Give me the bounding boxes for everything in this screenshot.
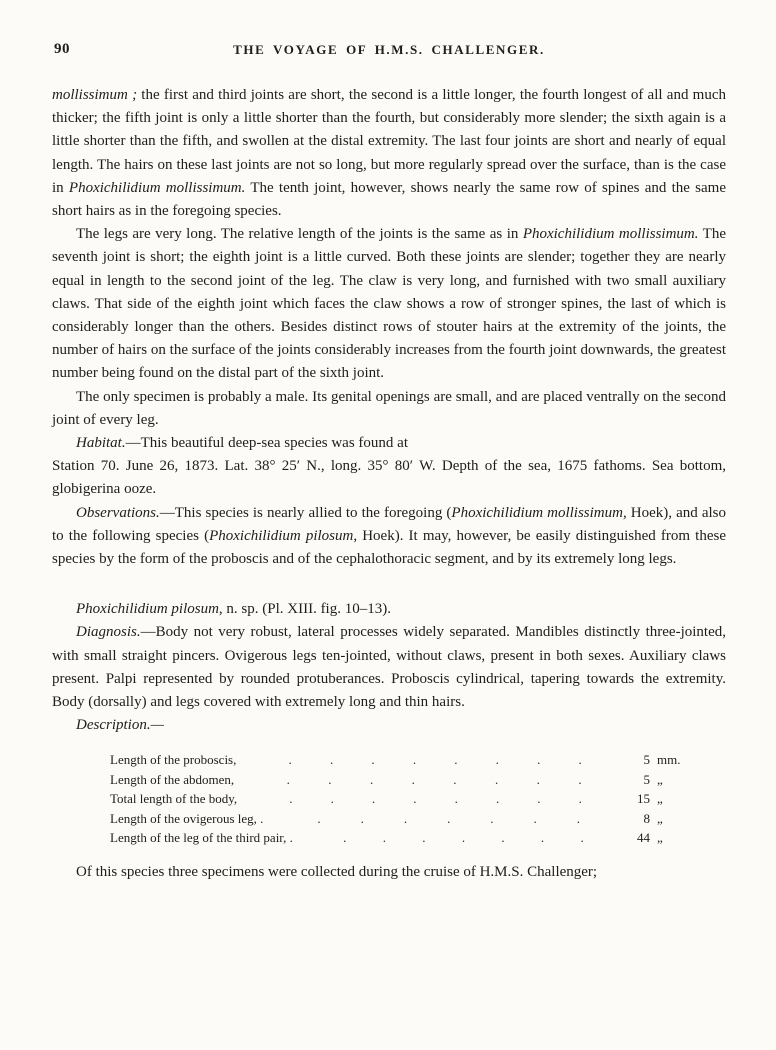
leader-dot: . [403, 810, 408, 826]
text-run: The only specimen is probably a male. Its genital openings are small, and are placed ventrally on the second joint of every leg. [52, 388, 726, 428]
text-run: The legs are very long. The relative length of the joints is the same as in [76, 226, 523, 243]
measurement-unit: „ [657, 830, 663, 846]
italic-text-run: Observations. [76, 504, 160, 521]
paragraph-observations [52, 502, 726, 572]
measurement-label: Length of the leg of the third pair, . [110, 830, 293, 846]
leader-dot: . [537, 791, 541, 807]
leader-dot: . [501, 830, 505, 846]
measurement-unit: „ [657, 791, 663, 807]
paragraph-station [52, 455, 726, 501]
text-run: The seventh joint is short; the eighth joint is a little curved. Both these joints are slender; together they are nearly equal in length to the second joint of the leg. The claw is very long, and furnished with two small auxiliary claws. That side of the eighth joint which faces the claw shows a row of stronger spines, the last of which is considerably longer than the others. Besides distinct rows of stouter hairs at the extremity of the joints, the number of hairs on the surface of the joints considerably increases from the fourth joint downwards, the greatest number being found on the distal part of the sixth joint. [52, 226, 726, 382]
leader-dot: . [578, 771, 582, 787]
page-header [52, 40, 726, 60]
text-run: Hoek), and also to the following species ( [52, 504, 726, 544]
leader-dot: . [328, 771, 332, 787]
leader-dot: . [288, 752, 292, 768]
leader-dot: . [422, 830, 426, 846]
leader-dot: . [495, 791, 500, 807]
italic-text-run: Phoxichilidium mollissimum. [522, 226, 699, 243]
leader-dot: . [578, 791, 582, 807]
dot-leaders [248, 770, 620, 790]
leader-dot: . [317, 810, 321, 826]
measurement-value: 15 [637, 791, 650, 807]
leader-dot: . [413, 791, 417, 807]
italic-text-run: Phoxichilidium mollissimum, [451, 504, 627, 521]
dot-leaders [250, 750, 620, 770]
leader-dot: . [576, 810, 580, 826]
text-run: —Body not very robust, lateral processes widely separated. Mandibles distinctly three-jointed, with small straight pincers. Ovigerous legs ten-jointed, without claws, present in both sexes. Auxiliary claws present. Palpi represented by rounded protuberances. Proboscis cylindrical, tapering towards the extremity. Body (dorsally) and legs covered with extremely long and thin hairs. [52, 624, 726, 711]
leader-dot: . [578, 752, 582, 768]
paragraph-legs [52, 223, 726, 385]
leader-dot: . [454, 791, 458, 807]
text-run: Hoek). It may, however, be easily distinguished from these species by the form of the proboscis and of the cephalothoracic segment, and by its extremely long legs. [52, 527, 726, 568]
leader-dot: . [490, 810, 494, 826]
paragraph-continuation [52, 84, 726, 223]
leader-dot: . [533, 810, 537, 826]
italic-text-run: mollissimum ; [52, 87, 138, 103]
dot-leaders [277, 809, 620, 829]
text-run: The tenth joint, however, shows nearly the same row of spines and the same short hairs as in the foregoing species. [52, 179, 727, 220]
measurement-row [110, 750, 688, 770]
measurements-table [110, 750, 688, 848]
text-run: —This beautiful deep-sea species was found at [125, 435, 409, 452]
measurement-unit: mm. [657, 752, 681, 768]
italic-text-run: Habitat. [76, 435, 126, 452]
paragraph-diagnosis [52, 621, 726, 714]
text-run: n. sp. (Pl. XIII. fig. 10–13). [222, 601, 391, 618]
dot-leaders [307, 828, 620, 848]
leader-dot: . [540, 830, 545, 846]
paragraph-description-label [52, 714, 726, 737]
measurement-value: 5 [643, 752, 650, 768]
text-run: —This species is nearly allied to the foregoing ( [159, 504, 452, 521]
leader-dot: . [289, 791, 293, 807]
paragraph-specimen [52, 386, 726, 432]
measurement-row [110, 789, 688, 809]
leader-dot: . [371, 791, 376, 807]
measurement-row [110, 809, 688, 829]
text-run: the first and third joints are short, the second is a little longer, the fourth longest of all and much thicker; the fifth joint is only a little shorter than the fourth, but considerably more slender; the sixth again is a little shorter than the fifth, and swollen at the distal extremity. The last four joints are short and nearly of equal length. The hairs on these last joints are not so long, but more regularly spread over the surface, than is the case in [52, 87, 727, 196]
measurement-value: 44 [637, 830, 650, 846]
paragraph-habitat [52, 432, 726, 455]
leader-dot: . [454, 752, 458, 768]
leader-dot: . [329, 752, 334, 768]
leader-dot: . [286, 771, 290, 787]
leader-dot: . [412, 752, 417, 768]
leader-dot: . [343, 830, 347, 846]
leader-dot: . [360, 810, 364, 826]
leader-dot: . [447, 810, 451, 826]
species-heading [52, 598, 726, 621]
measurement-unit: „ [657, 810, 663, 826]
leader-dot: . [537, 752, 541, 768]
measurement-value: 5 [643, 771, 650, 787]
measurement-label: Length of the abdomen, [110, 771, 235, 787]
text-run: Station 70. June 26, 1873. Lat. 38° 25′ N., long. 35° 80′ W. Depth of the sea, 1675 fathoms. Sea bottom, globigerina ooze. [52, 458, 726, 498]
italic-text-run: Description.— [76, 717, 164, 734]
leader-dot: . [453, 771, 457, 787]
italic-text-run: Phoxichilidium pilosum, [76, 601, 223, 618]
running-title: THE VOYAGE OF H.M.S. CHALLENGER. [233, 42, 545, 57]
measurement-row [110, 828, 688, 848]
leader-dot: . [411, 771, 415, 787]
measurement-row [110, 770, 688, 790]
dot-leaders [251, 789, 620, 809]
leader-dot: . [494, 771, 499, 787]
text-run: Of this species three specimens were collected during the cruise of H.M.S. Challenger; [76, 863, 598, 880]
measurement-unit: „ [657, 771, 663, 787]
paragraph-closing [52, 861, 726, 884]
measurement-label: Length of the ovigerous leg, . [110, 810, 264, 826]
page-number: 90 [54, 41, 70, 57]
measurement-label: Total length of the body, [110, 791, 238, 807]
page-body [52, 84, 726, 884]
leader-dot: . [371, 752, 375, 768]
leader-dot: . [461, 830, 466, 846]
leader-dot: . [495, 752, 499, 768]
leader-dot: . [330, 791, 334, 807]
measurement-value: 8 [643, 810, 650, 826]
leader-dot: . [580, 830, 584, 846]
leader-dot: . [369, 771, 374, 787]
measurement-label: Length of the proboscis, [110, 752, 237, 768]
italic-text-run: Phoxichilidium mollissimum. [68, 179, 246, 196]
italic-text-run: Phoxichilidium pilosum, [209, 527, 358, 544]
leader-dot: . [536, 771, 540, 787]
italic-text-run: Diagnosis. [76, 624, 141, 641]
leader-dot: . [382, 830, 386, 846]
